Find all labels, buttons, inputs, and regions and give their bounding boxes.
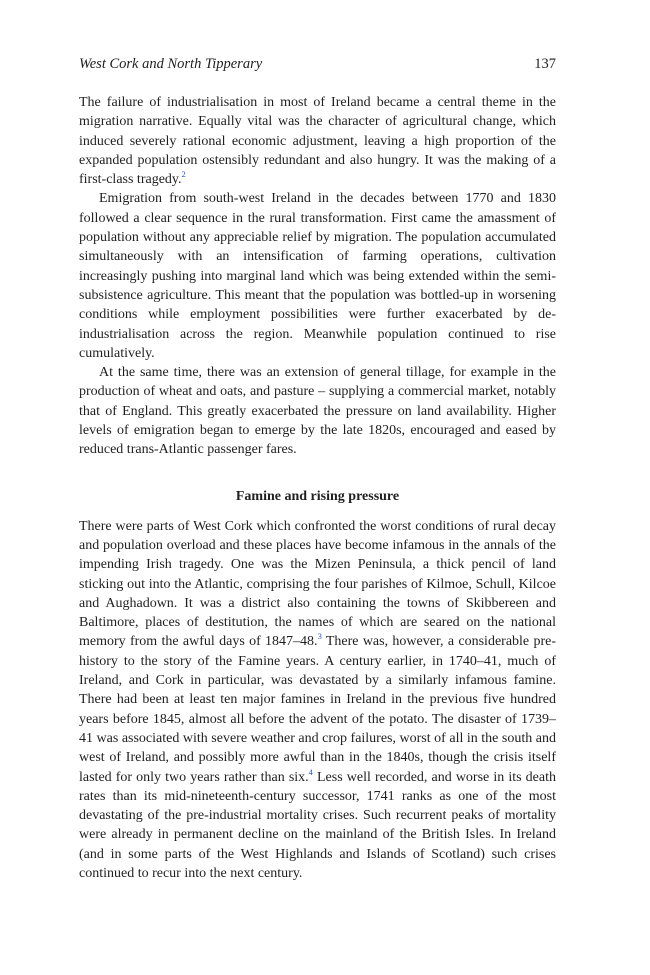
footnote-ref-2[interactable]: 2: [181, 169, 186, 180]
paragraph-4-text-c: Less well recorded, and worse in its death rates than its mid-nineteenth-century successor, 1741 ranks as one of the most devastating of the pre-industrial mortality crises. Such recurrent peaks of mortality were already in permanent decline on the mainland of the British Isles. In Ireland (and in some parts of the West Highlands and Islands of Scotland) such crises continued to recur into the next century.: [79, 769, 556, 881]
paragraph-4: [79, 517, 556, 884]
paragraph-1-text: The failure of industrialisation in most of Ireland became a central theme in the migration narrative. Equally vital was the character of agricultural change, which induced severely rational economic adjustment, leaving a high proportion of the expanded population ostensibly redundant and also hungry. It was the making of a first-class tragedy.: [79, 95, 556, 188]
paragraph-1: [79, 93, 556, 189]
paragraph-3: At the same time, there was an extension of general tillage, for example in the production of wheat and oats, and pasture – supplying a commercial market, notably that of England. This greatly exacerbated the pressure on land availability. Higher levels of emigration began to emerge by the late 1820s, encouraged and eased by reduced trans-Atlantic passenger fares.: [79, 365, 556, 458]
paragraph-4-text-a: There were parts of West Cork which confronted the worst conditions of rural decay and population overload and these places have become infamous in the annals of the impending Irish tragedy. One was the Mizen Peninsula, a thick pencil of land sticking out into the Atlantic, comprising the four parishes of Kilmoe, Schull, Kilcoe and Aughadown. It was a district also containing the towns of Skibbereen and Baltimore, places of destitution, the names of which are seared on the national memory from the awful days of 1847–48.: [79, 518, 556, 650]
page-number: 137: [534, 56, 556, 72]
paragraph-2: Emigration from south-west Ireland in the decades between 1770 and 1830 followed a clear sequence in the rural transformation. First came the amassment of population without any appreciable relief by migration. The population accumulated simultaneously with an intensification of farming operations, cultivation increasingly pushing into marginal land which was being extended within the semi-subsistence agriculture. This meant that the population was bottled-up in worsening conditions while employment possibilities were further exacerbated by de-industrialisation across the region. Meanwhile population continued to rise cumulatively.: [79, 191, 556, 361]
footnote-ref-3[interactable]: 3: [317, 631, 322, 642]
footnote-ref-4[interactable]: 4: [308, 766, 313, 777]
running-title: West Cork and North Tipperary: [79, 56, 263, 72]
paragraph-4-text-b: There was, however, a considerable pre-history to the story of the Famine years. A century earlier, in 1740–41, much of Ireland, and Cork in particular, was devastated by a similarly infamous famine. There had been at least ten major famines in Ireland in the previous five hundred years before 1845, almost all before the advent of the potato. The disaster of 1739–41 was associated with severe weather and crop failures, worst of all in the south and west of Ireland, and possibly more awful than in the 1840s, though the crisis itself lasted for only two years rather than six.: [79, 634, 556, 785]
running-head: [79, 56, 556, 76]
section-heading: Famine and rising pressure: [235, 488, 400, 504]
body-text: [79, 93, 556, 883]
